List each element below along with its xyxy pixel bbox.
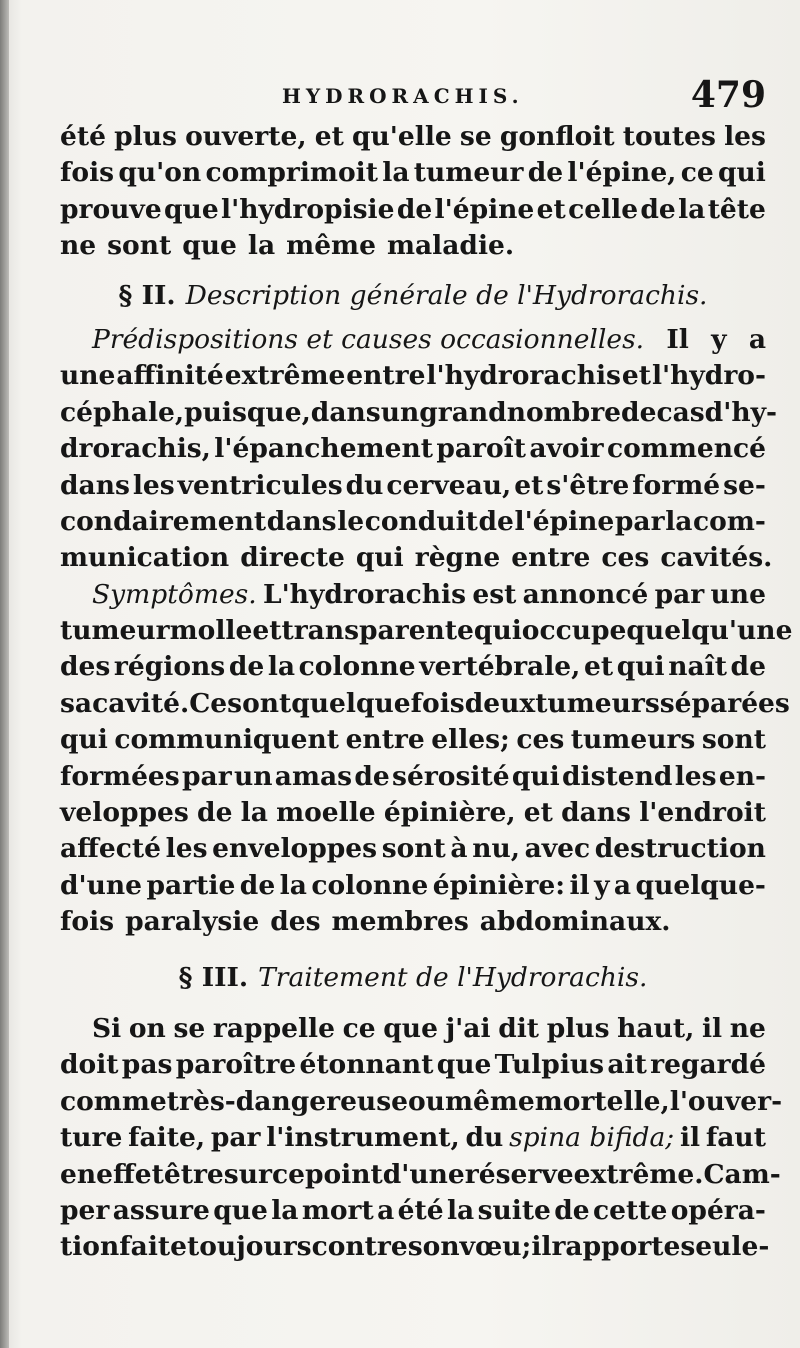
- word: moelle: [276, 797, 376, 829]
- word: été: [60, 121, 106, 152]
- word: seule-: [680, 1231, 770, 1263]
- word: y: [594, 869, 610, 901]
- word: ces: [516, 724, 565, 756]
- word: par: [654, 578, 705, 610]
- word: faite,: [128, 1122, 206, 1154]
- page-number: 479: [690, 74, 766, 116]
- word: son: [407, 1231, 460, 1263]
- text-line: [60, 119, 766, 155]
- word: extrême.: [573, 1158, 704, 1190]
- word: formé: [632, 469, 721, 501]
- word: vœu;: [459, 1231, 532, 1263]
- word: l'ouver-: [669, 1085, 783, 1117]
- word: plus: [546, 1012, 610, 1044]
- word: distend: [562, 760, 673, 792]
- word: ouverte,: [185, 121, 307, 152]
- text-line: [60, 468, 766, 504]
- word: même: [444, 1085, 535, 1117]
- text-line: [60, 831, 766, 867]
- word: doit: [60, 1049, 119, 1081]
- word: la: [382, 157, 410, 189]
- text-line: [60, 868, 766, 904]
- word: deux: [464, 687, 536, 719]
- word: d'une: [382, 1158, 465, 1190]
- word: l'épine: [514, 505, 615, 537]
- word: sont: [381, 833, 446, 865]
- word: tumeurs: [570, 724, 696, 756]
- word: par: [614, 505, 665, 537]
- word: avec: [524, 833, 591, 865]
- word: été: [397, 1194, 444, 1226]
- word: de: [354, 760, 390, 792]
- word: membres: [331, 906, 469, 938]
- text-line: [60, 192, 766, 228]
- word: toutes: [622, 121, 716, 152]
- word: amas: [274, 760, 353, 792]
- italic-phrase: Prédispositions et causes occasionnelles.: [92, 323, 645, 355]
- word: dans: [60, 469, 130, 501]
- word: en-: [718, 760, 766, 792]
- section-3-number: § III.: [178, 961, 249, 993]
- word: haut,: [617, 1012, 695, 1044]
- section-2-heading: [60, 278, 766, 314]
- word: ce: [680, 157, 714, 189]
- word: toujours: [187, 1231, 312, 1263]
- word: l'hydrorachis: [426, 360, 621, 392]
- word: ne: [729, 1012, 766, 1044]
- word: y: [711, 323, 727, 355]
- word: mort: [301, 1194, 374, 1226]
- word: de: [640, 193, 676, 225]
- word: d'hy-: [704, 396, 777, 428]
- word: et: [536, 193, 566, 225]
- text-line: [60, 1047, 766, 1083]
- text-line: [60, 395, 777, 431]
- text-line: [60, 540, 773, 576]
- word: rapporte: [551, 1231, 681, 1263]
- page-header: [60, 74, 766, 124]
- page-binding-edge: [0, 0, 9, 1348]
- word: entre: [511, 542, 591, 574]
- paragraph-1: [60, 119, 766, 265]
- word: de: [239, 869, 276, 901]
- text-line: [60, 155, 766, 191]
- word: épinière,: [383, 797, 516, 829]
- word: qu'elle: [352, 121, 452, 152]
- word: règne: [414, 542, 501, 574]
- word: de: [478, 505, 514, 537]
- paragraph-4: [60, 1011, 783, 1266]
- word: épinière:: [432, 869, 566, 901]
- text-line: [60, 904, 766, 940]
- text-line: [60, 795, 766, 831]
- text-line: [60, 759, 766, 795]
- word: l'hydropisie: [221, 193, 395, 225]
- word: munication: [60, 542, 230, 574]
- word: fois: [60, 906, 115, 938]
- word: Si: [92, 1012, 122, 1044]
- word: de: [621, 396, 657, 428]
- word: conduit: [364, 505, 478, 537]
- text-line: [60, 1011, 766, 1047]
- word: suite: [477, 1194, 551, 1226]
- word: de: [396, 193, 433, 225]
- word: dans: [561, 797, 631, 829]
- text-line: [60, 358, 766, 394]
- paragraph-2: [60, 322, 777, 577]
- word: qui: [60, 724, 108, 756]
- word: de: [527, 157, 564, 189]
- word: l'endroit: [639, 797, 766, 829]
- word: com-: [693, 505, 766, 537]
- word: avoir: [529, 433, 604, 465]
- word: comprimoit: [205, 157, 378, 189]
- word: sont: [107, 230, 172, 262]
- word: nu,: [472, 833, 520, 865]
- word: directe: [240, 542, 345, 574]
- word: la: [279, 869, 307, 901]
- word: l'hydro-: [651, 360, 766, 392]
- text-line: [60, 649, 766, 685]
- word: fois: [60, 157, 115, 189]
- word: molle: [169, 615, 253, 647]
- section-3-title: Traitement de l'Hydrorachis.: [258, 961, 648, 993]
- word: que: [213, 1194, 268, 1226]
- word: et: [514, 469, 544, 501]
- word: la: [665, 505, 693, 537]
- text-line: [60, 1084, 783, 1120]
- word: les: [724, 121, 766, 152]
- word: quelque-: [635, 869, 766, 901]
- section-3-heading: [60, 960, 766, 996]
- word: paroît: [436, 433, 526, 465]
- section-2-title: Description générale de l'Hydrorachis.: [185, 279, 708, 311]
- word: en: [60, 1158, 97, 1190]
- word: transparente: [281, 615, 474, 647]
- word: drorachis,: [60, 433, 211, 465]
- word: nombre: [506, 396, 622, 428]
- word: et: [523, 797, 553, 829]
- italic-phrase: Symptômes.: [92, 578, 257, 610]
- word: cavités.: [660, 542, 773, 574]
- word: sont: [701, 724, 766, 756]
- text-line: [60, 322, 766, 358]
- word: ces: [601, 542, 650, 574]
- word: une: [710, 578, 766, 610]
- word: s'être: [546, 469, 630, 501]
- word: paralysie: [125, 906, 260, 938]
- word: par: [210, 1122, 261, 1154]
- word: la: [678, 193, 706, 225]
- word: l'épine,: [567, 157, 677, 189]
- word: un: [233, 760, 273, 792]
- running-head: HYDRORACHIS.: [282, 84, 524, 108]
- word: il: [531, 1231, 552, 1263]
- word: se: [459, 121, 492, 152]
- word: condairement: [60, 505, 267, 537]
- word: veloppes: [60, 797, 189, 829]
- word: il: [679, 1122, 701, 1154]
- word: sur: [223, 1158, 272, 1190]
- word: sont: [227, 687, 292, 719]
- word: a: [613, 869, 632, 901]
- word: étonnant: [299, 1049, 434, 1081]
- word: Cam-: [703, 1158, 781, 1190]
- word: de: [197, 797, 233, 829]
- word: des: [270, 906, 321, 938]
- word: de: [554, 1194, 590, 1226]
- word: prouve: [60, 193, 162, 225]
- word: il: [701, 1012, 723, 1044]
- word: vertébrale,: [419, 651, 581, 683]
- word: assure: [112, 1194, 210, 1226]
- word: ce: [271, 1158, 305, 1190]
- text-line: [60, 613, 793, 649]
- word: affinité: [116, 360, 224, 392]
- word: de: [730, 651, 766, 683]
- word: partie: [146, 869, 236, 901]
- word: tête: [707, 193, 766, 225]
- word: cavité.: [92, 687, 190, 719]
- word: se: [173, 1012, 206, 1044]
- word: per: [60, 1194, 110, 1226]
- text-line: [60, 722, 766, 758]
- word: l'épanchement: [214, 433, 433, 465]
- word: contre: [311, 1231, 408, 1263]
- word: Il: [666, 323, 689, 355]
- word: dans: [266, 505, 337, 537]
- word: comme: [60, 1085, 167, 1117]
- word: L'hydrorachis: [262, 578, 467, 610]
- word: l'épine: [434, 193, 535, 225]
- word: tumeur: [60, 615, 170, 647]
- word: la: [247, 230, 276, 262]
- word: celle: [568, 193, 639, 225]
- word: pas: [121, 1049, 173, 1081]
- page-body: [60, 119, 793, 1266]
- paragraph-3: [60, 577, 793, 941]
- word: la: [240, 797, 268, 829]
- word: quelqu'une: [626, 615, 793, 647]
- word: Tulpius: [494, 1049, 605, 1081]
- word: du: [465, 1122, 504, 1154]
- word: naît: [668, 651, 727, 683]
- word: qui: [355, 542, 404, 574]
- word: qui: [718, 157, 766, 189]
- word: par: [182, 760, 232, 792]
- word: un: [380, 396, 420, 428]
- word: que: [182, 230, 237, 262]
- word: extrême: [224, 360, 346, 392]
- word: faut: [705, 1122, 766, 1154]
- word: se-: [723, 469, 766, 501]
- word: a: [748, 323, 766, 355]
- text-line: [60, 1229, 770, 1265]
- word: colonne: [311, 869, 429, 901]
- text-line: [60, 1120, 766, 1156]
- word: qu'on: [118, 157, 202, 189]
- word: que: [164, 193, 219, 225]
- word: même: [286, 230, 376, 262]
- word: rappelle: [212, 1012, 335, 1044]
- word: est: [472, 578, 517, 610]
- word: entre: [346, 360, 426, 392]
- word: gonfloit: [499, 121, 615, 152]
- word: le: [337, 505, 365, 537]
- word: il: [569, 869, 590, 901]
- word: d'une: [60, 869, 143, 901]
- word: cerveau,: [386, 469, 512, 501]
- text-line: [60, 686, 790, 722]
- word: dit: [498, 1012, 540, 1044]
- word: très-dangereuse: [166, 1085, 408, 1117]
- word: la: [267, 651, 296, 683]
- word: cette: [593, 1194, 668, 1226]
- word: opéra-: [670, 1194, 766, 1226]
- word: effet: [96, 1158, 164, 1190]
- word: maladie.: [386, 230, 515, 262]
- text-line: [60, 228, 766, 264]
- word: et: [314, 121, 344, 152]
- word: on: [128, 1012, 166, 1044]
- word: ventricules: [177, 469, 343, 501]
- word: l'instrument,: [266, 1122, 460, 1154]
- text-line: [60, 504, 766, 540]
- word: enveloppes: [212, 833, 378, 865]
- word: du: [345, 469, 384, 501]
- word: quelquefois: [291, 687, 465, 719]
- word: annoncé: [522, 578, 649, 610]
- word: colonne: [298, 651, 416, 683]
- word: et: [621, 360, 652, 392]
- text-line: [60, 1157, 781, 1193]
- word: entre: [345, 724, 425, 756]
- word: occupe: [521, 615, 627, 647]
- word: commencé: [606, 433, 766, 465]
- word: ou: [407, 1085, 445, 1117]
- word: affecté: [60, 833, 162, 865]
- word: séparées: [659, 687, 790, 719]
- word: plus: [114, 121, 177, 152]
- word: à: [450, 833, 468, 865]
- word: point: [304, 1158, 383, 1190]
- word: ait: [607, 1049, 647, 1081]
- word: a: [377, 1194, 395, 1226]
- text-line: [60, 577, 766, 613]
- word: mortelle,: [534, 1085, 670, 1117]
- word: que: [383, 1012, 438, 1044]
- word: tumeurs: [535, 687, 660, 719]
- italic-phrase: spina bifida;: [509, 1122, 675, 1154]
- text-line: [60, 1193, 766, 1229]
- word: j'ai: [445, 1012, 491, 1044]
- word: les: [132, 469, 175, 501]
- word: céphale,: [60, 396, 185, 428]
- word: que: [436, 1049, 492, 1081]
- text-line: [60, 431, 766, 467]
- word: paroître: [175, 1049, 297, 1081]
- word: cas: [656, 396, 705, 428]
- word: grand: [419, 396, 507, 428]
- word: abdominaux.: [479, 906, 671, 938]
- word: destruction: [594, 833, 766, 865]
- word: la: [446, 1194, 475, 1226]
- word: ture: [60, 1122, 123, 1154]
- word: tion: [60, 1231, 120, 1263]
- word: ne: [60, 230, 97, 262]
- word: une: [60, 360, 116, 392]
- word: communiquent: [114, 724, 340, 756]
- word: qui: [473, 615, 522, 647]
- word: qui: [616, 651, 665, 683]
- word: puisque,: [184, 396, 311, 428]
- word: et: [583, 651, 614, 683]
- word: les: [165, 833, 208, 865]
- word: tumeur: [413, 157, 524, 189]
- word: des: [60, 651, 111, 683]
- word: la: [271, 1194, 299, 1226]
- word: régions: [113, 651, 226, 683]
- word: formées: [60, 760, 180, 792]
- section-2-number: § II.: [118, 279, 176, 311]
- word: ce: [342, 1012, 376, 1044]
- word: les: [674, 760, 717, 792]
- word: elles;: [431, 724, 510, 756]
- word: dans: [310, 396, 381, 428]
- word: faite: [119, 1231, 187, 1263]
- word: Ce: [189, 687, 228, 719]
- word: sérosité: [392, 760, 510, 792]
- word: regardé: [650, 1049, 766, 1081]
- word: réserve: [464, 1158, 574, 1190]
- word: qui: [511, 760, 560, 792]
- word: de: [228, 651, 265, 683]
- word: et: [252, 615, 282, 647]
- word: être: [163, 1158, 224, 1190]
- word: sa: [60, 687, 93, 719]
